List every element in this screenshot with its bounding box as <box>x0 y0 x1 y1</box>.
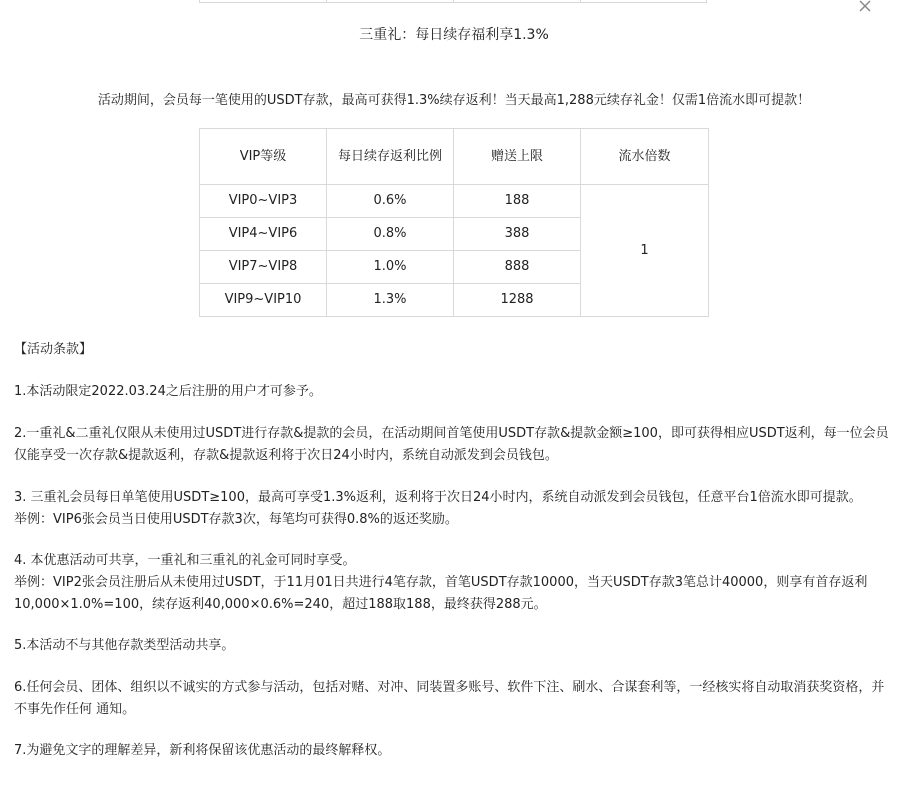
vip-rebate-table <box>199 128 709 317</box>
cell-level: VIP9~VIP10 <box>200 284 327 317</box>
term-3-example: 举例：VIP6张会员当日使用USDT存款3次，每笔均可获得0.8%的返还奖励。 <box>14 512 458 527</box>
cell-rate: 0.8% <box>327 218 454 251</box>
term-3: 3. 三重礼会员每日单笔使用USDT≥100，最高可享受1.3%返利，返利将于次日24小时内，系统自动派发到会员钱包，任意平台1倍流水即可提款。 <box>14 490 862 505</box>
term-5: 5.本活动不与其他存款类型活动共享。 <box>14 638 235 653</box>
cell-cap: 1288 <box>454 284 581 317</box>
cell-multiplier: 1 <box>581 185 709 317</box>
term-4-example: 举例：VIP2张会员注册后从未使用过USDT，于11月01日共进行4笔存款，首笔USDT存款10000，当天USDT存款3笔总计40000，则享有首存返利10,000×1.0%=100，续存返利40,000×0.6%=240，超过188取188，最终获得288元。 <box>14 575 868 612</box>
table-header-row <box>200 129 709 185</box>
term-2: 2.一重礼&二重礼仅限从未使用过USDT进行存款&提款的会员，在活动期间首笔使用USDT存款&提款金额≥100，即可获得相应USDT返利，每一位会员仅能享受一次存款&提款返利，存款&提款返利将于次日24小时内，系统自动派发到会员钱包。 <box>14 426 889 463</box>
cell-cap: 888 <box>454 251 581 284</box>
cell-rate: 1.0% <box>327 251 454 284</box>
cell-level: VIP0~VIP3 <box>200 185 327 218</box>
table-row <box>200 185 709 218</box>
terms-section <box>14 339 894 762</box>
cell-level: VIP7~VIP8 <box>200 251 327 284</box>
cell-rate: 0.6% <box>327 185 454 218</box>
cell-cap: 388 <box>454 218 581 251</box>
header-rebate-rate: 每日续存返利比例 <box>327 129 454 185</box>
term-4: 4. 本优惠活动可共享，一重礼和三重礼的礼金可同时享受。 <box>14 553 356 568</box>
term-6: 6.任何会员、团体、组织以不诚实的方式参与活动，包括对赌、对冲、同装置多账号、软件下注、刷水、合谋套利等，一经核实将自动取消获奖资格，并不事先作任何 通知。 <box>14 680 885 717</box>
header-vip-level: VIP等级 <box>200 129 327 185</box>
term-1: 1.本活动限定2022.03.24之后注册的用户才可参予。 <box>14 384 322 399</box>
close-icon[interactable] <box>857 0 873 14</box>
cell-level: VIP4~VIP6 <box>200 218 327 251</box>
cell-rate: 1.3% <box>327 284 454 317</box>
section-title: 三重礼：每日续存福利享1.3% <box>359 27 549 43</box>
header-cap: 赠送上限 <box>454 129 581 185</box>
term-7: 7.为避免文字的理解差异，新利将保留该优惠活动的最终解释权。 <box>14 743 391 758</box>
previous-table-edge <box>199 0 707 3</box>
cell-cap: 188 <box>454 185 581 218</box>
intro-text: 活动期间，会员每一笔使用的USDT存款，最高可获得1.3%续存返利！当天最高1,288元续存礼金！仅需1倍流水即可提款！ <box>97 93 811 108</box>
header-multiplier: 流水倍数 <box>581 129 709 185</box>
terms-heading: 【活动条款】 <box>14 342 93 357</box>
